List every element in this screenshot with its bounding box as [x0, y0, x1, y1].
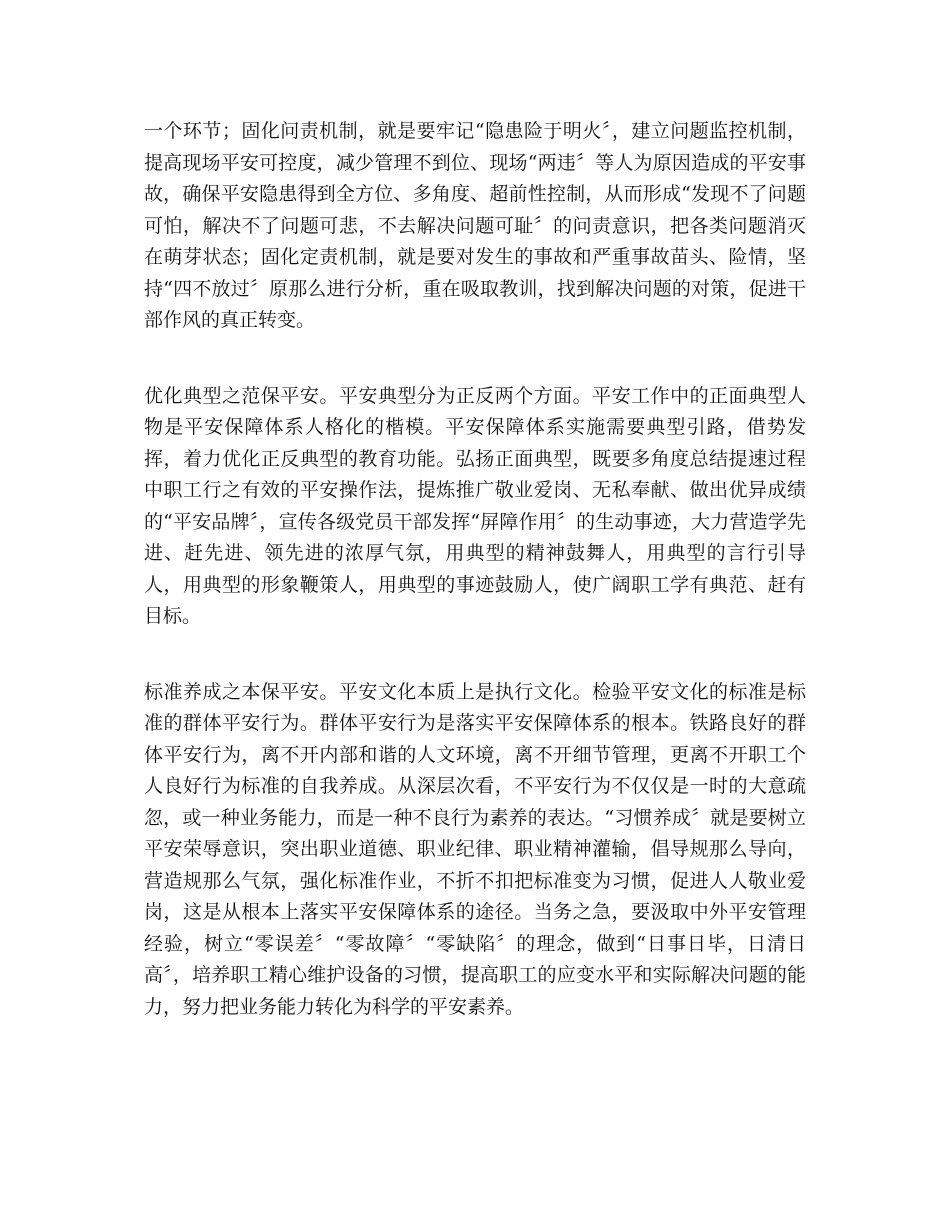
document-body	[144, 116, 806, 1023]
paragraph-standard-habits: 标准养成之本保平安。平安文化本质上是执行文化。检验平安文化的标准是标准的群体平安行为。群体平安行为是落实平安保障体系的根本。铁路良好的群体平安行为，离不开内部和谐的人文环境，离不开细节管理，更离不开职工个人良好行为标准的自我养成。从深层次看，不平安行为不仅仅是一时的大意疏忽，或一种业务能力，而是一种不良行为素养的表达。“习惯养成〞就是要树立平安荣辱意识，突出职业道德、职业纪律、职业精神灌输，倡导规那么导向，营造规那么气氛，强化标准作业，不折不扣把标准变为习惯，促进人人敬业爱岗，这是从根本上落实平安保障体系的途径。当务之急，要汲取中外平安管理经验，树立“零误差〞“零故障〞“零缺陷〞的理念，做到“日事日毕，日清日高〞，培养职工精心维护设备的习惯，提高职工的应变水平和实际解决问题的能力，努力把业务能力转化为科学的平安素养。	[144, 680, 806, 1018]
paragraph-accountability: 一个环节；固化问责机制，就是要牢记“隐患险于明火〞，建立问题监控机制，提高现场平安可控度，减少管理不到位、现场“两违〞等人为原因造成的平安事故，确保平安隐患得到全方位、多角度、超前性控制，从而形成“发现不了问题可怕，解决不了问题可悲，不去解决问题可耻〞的问责意识，把各类问题消灭在萌芽状态；固化定责机制，就是要对发生的事故和严重事故苗头、险情，坚持“四不放过〞原那么进行分析，重在吸取教训，找到解决问题的对策，促进干部作风的真正转变。	[144, 120, 806, 331]
paragraph-typical-examples: 优化典型之范保平安。平安典型分为正反两个方面。平安工作中的正面典型人物是平安保障体系人格化的楷模。平安保障体系实施需要典型引路，借势发挥，着力优化正反典型的教育功能。弘扬正面典型，既要多角度总结提速过程中职工行之有效的平安操作法，提炼推广敬业爱岗、无私奉献、做出优异成绩的“平安品牌〞，宣传各级党员干部发挥“屏障作用〞的生动事迹，大力营造学先进、赶先进、领先进的浓厚气氛，用典型的精神鼓舞人，用典型的言行引导人，用典型的形象鞭策人，用典型的事迹鼓励人，使广阔职工学有典范、赶有目标。	[144, 384, 806, 627]
